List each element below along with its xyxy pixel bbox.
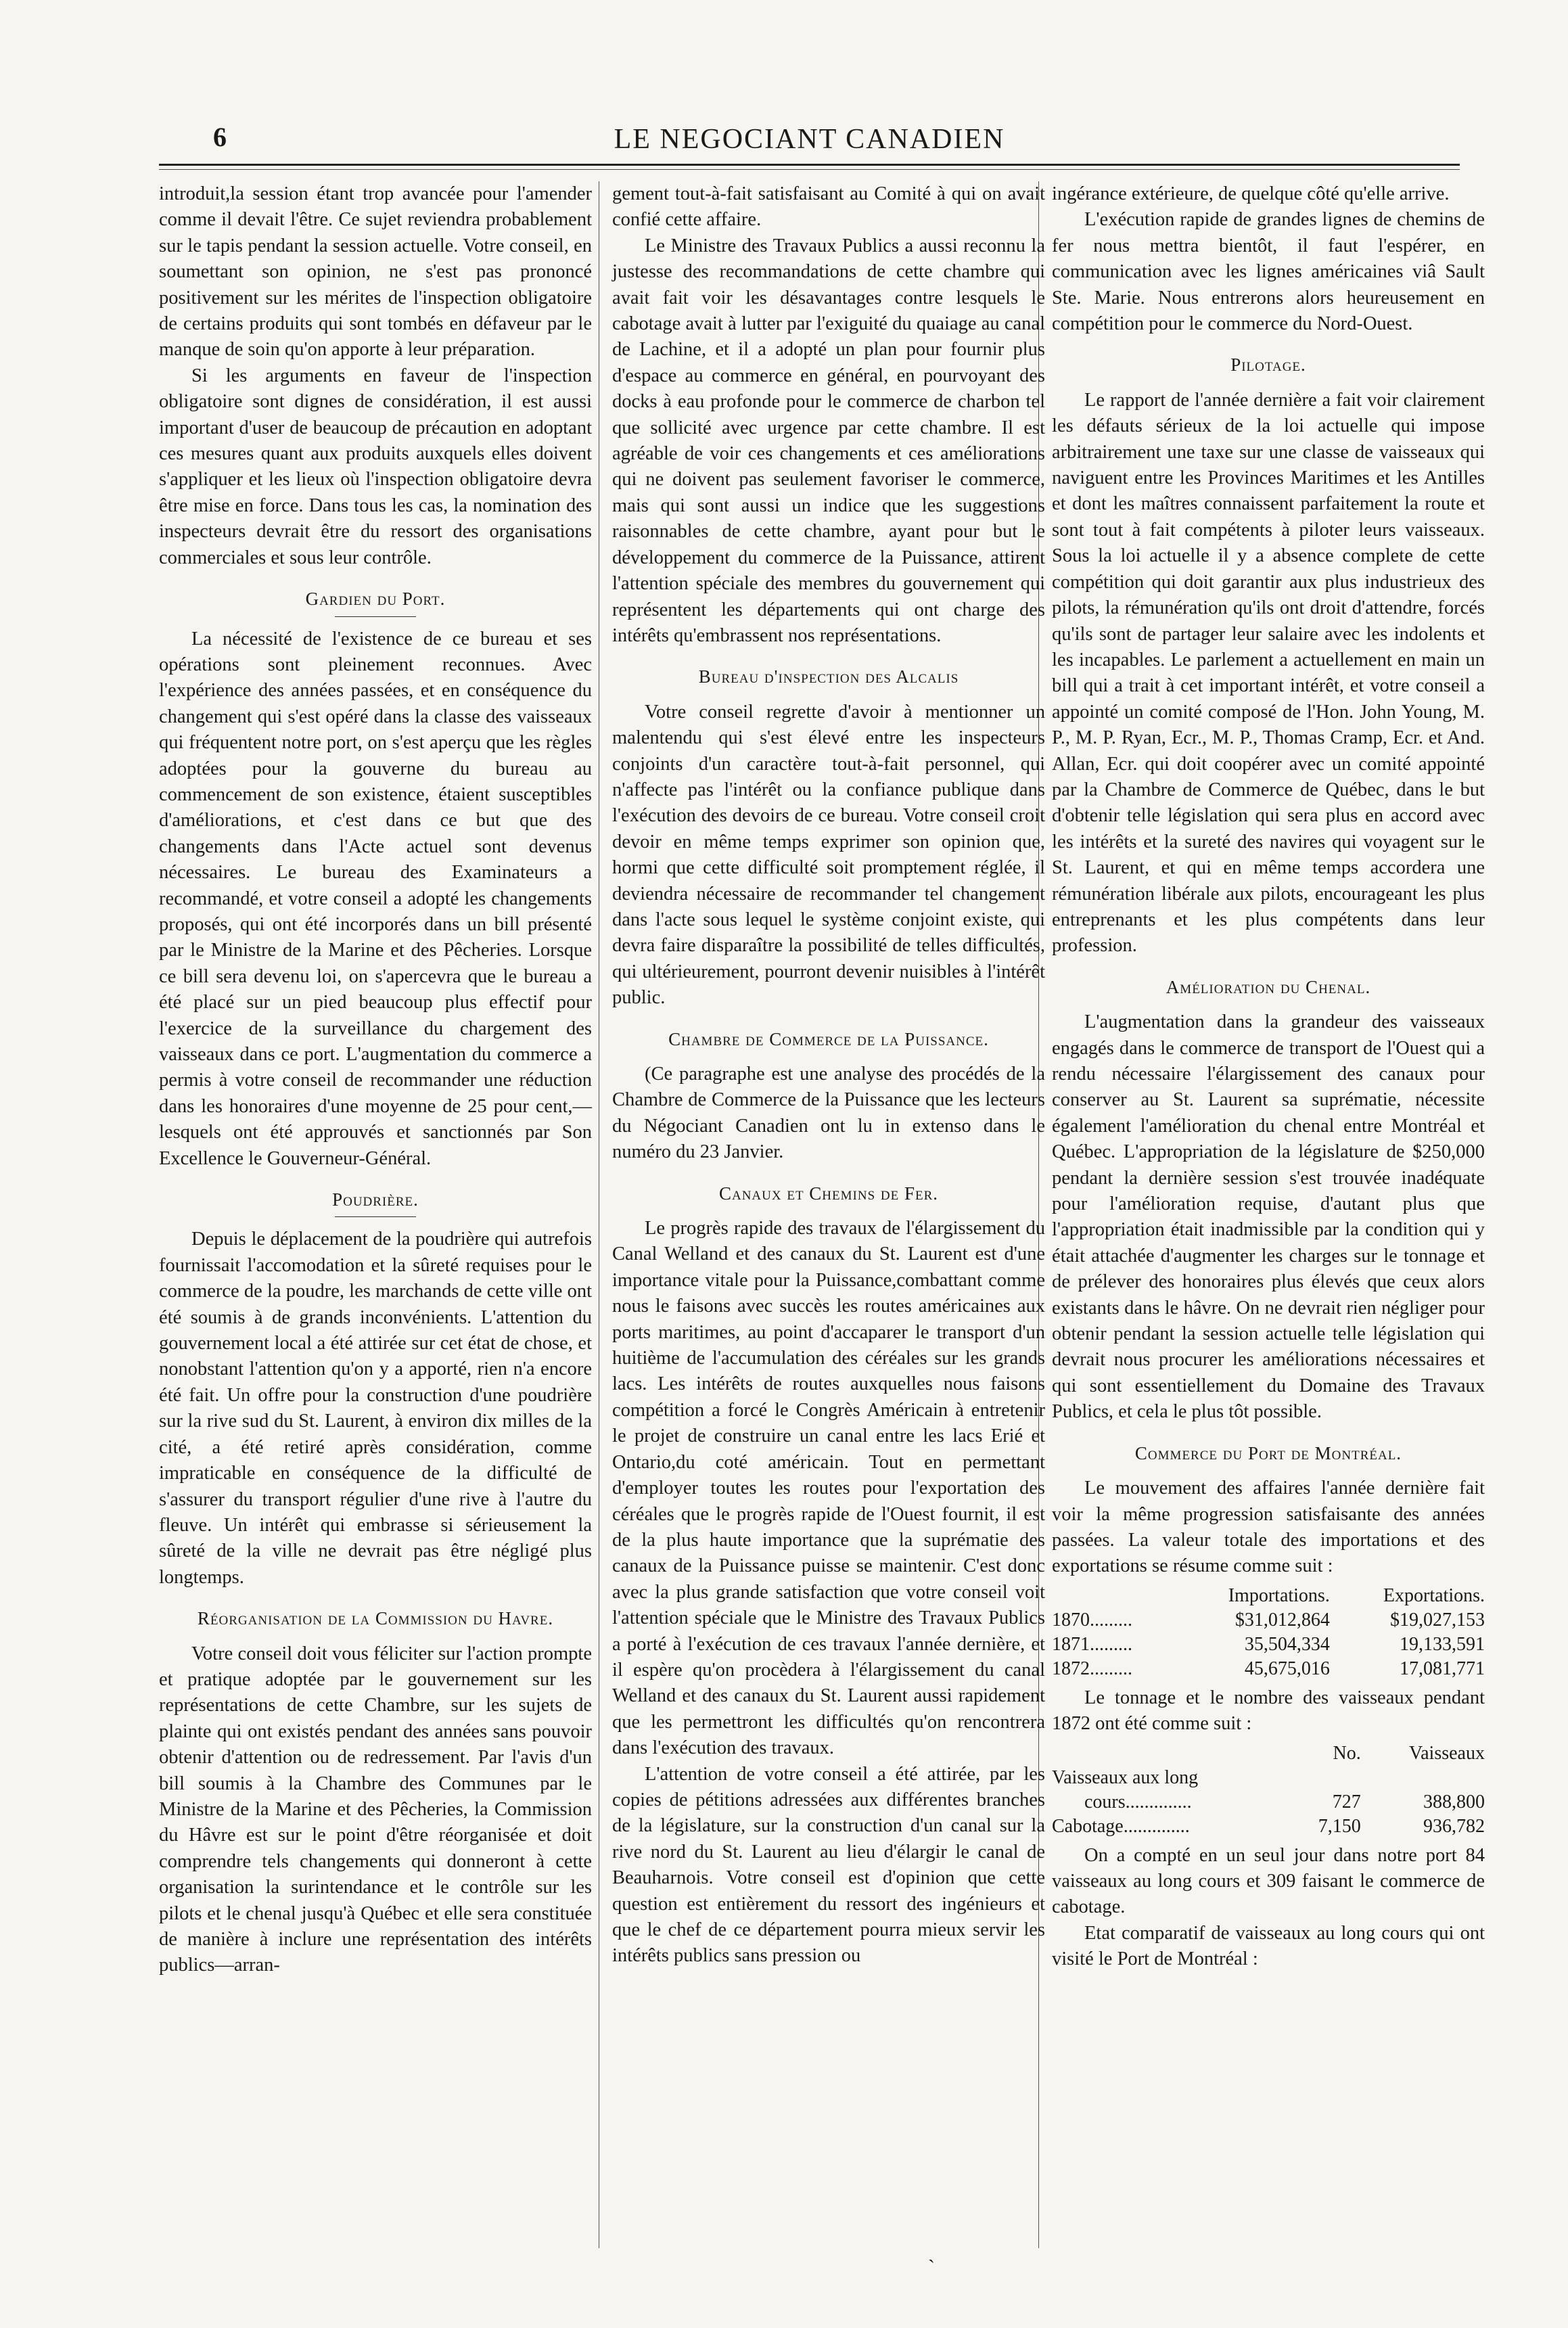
column-header: No. bbox=[1333, 1742, 1361, 1764]
paragraph: Si les arguments en faveur de l'inspection obligatoire sont dignes de considération, il est aussi important d'user de beaucoup de précaution en adoptant ces mesures quant aux produits auxquels elles doivent s'appliquer et les lieux où l'inspection obligatoire devra être mise en force. Dans tous les cas, la nomination des inspecteurs devrait être du ressort des organisations commerciales et sous leur contrôle. bbox=[159, 365, 592, 568]
table-cell: 19,133,591 bbox=[1400, 1633, 1485, 1655]
table-cell: 17,081,771 bbox=[1400, 1658, 1485, 1679]
section-heading bbox=[159, 586, 592, 616]
table-cell: 1872......... bbox=[1052, 1658, 1132, 1679]
section-heading bbox=[1052, 1440, 1485, 1466]
section-heading-text: Poudrière. bbox=[332, 1189, 419, 1210]
table-cell: $31,012,864 bbox=[1235, 1609, 1330, 1630]
section-heading bbox=[159, 1187, 592, 1217]
table-row bbox=[1052, 1815, 1485, 1839]
section-heading-text: Réorganisation de la Commission du Havre. bbox=[197, 1608, 554, 1629]
section-heading bbox=[612, 1181, 1045, 1206]
paragraph: (Ce paragraphe est une analyse des procédés de la Chambre de Commerce de la Puissance que les lecteurs du Négociant Canadien ont lu in extenso dans le numéro du 23 Janvier. bbox=[612, 1064, 1045, 1163]
header-rule-thin bbox=[159, 169, 1460, 170]
paragraph: On a compté en un seul jour dans notre port 84 vaisseaux au long cours et 309 faisant le commerce de cabotage. bbox=[1052, 1844, 1485, 1918]
table-cell: 35,504,334 bbox=[1244, 1633, 1330, 1655]
paragraph: Depuis le déplacement de la poudrière qui autrefois fournissait l'accomodation et la sûreté requises pour le commerce de la poudre, les marchands de cette ville ont été soumis à de grands inconvénients. L'attention du gouvernement local a été attirée sur cet état de chose, et nonobstant l'attention qu'on y a apporté, rien n'a encore été fait. Un offre pour la construction d'une poudrière sur la rive sud du St. Laurent, à environ dix milles de la cité, a été retiré après considération, comme impraticable en conséquence de la difficulté de s'assurer du transport régulier d'une rive à l'autre du fleuve. Un intérêt qui embrasse si sérieusement la sûreté de la ville ne devrait pas être négligé plus longtemps. bbox=[159, 1229, 592, 1588]
section-heading-text: Chambre de Commerce de la Puissance. bbox=[668, 1028, 989, 1049]
section-heading bbox=[612, 664, 1045, 689]
column-middle bbox=[612, 181, 1045, 1969]
running-header bbox=[159, 108, 1460, 156]
table-cell: 1871......... bbox=[1052, 1633, 1132, 1655]
table-cell: cours.............. bbox=[1084, 1791, 1192, 1812]
paragraph: Votre conseil regrette d'avoir à mentionner un malentendu qui s'est élevé entre les inspecteurs conjoints d'un caractère tout-à-fait personnel, qui n'affecte pas l'intérêt ou la confiance publique dans l'exécution des devoirs de ce bureau. Votre conseil croit devoir en même temps exprimer son opinion que, hormi que cette difficulté soit promptement réglée, il deviendra nécessaire de recommander tel changement dans l'acte sous lequel le système conjoint existe, qui devra faire disparaître la possibilité de telles difficultés, qui ultérieurement, pourront devenir nuisibles à l'intérêt public. bbox=[612, 701, 1045, 1009]
table-cell: Cabotage.............. bbox=[1052, 1815, 1190, 1837]
section-heading bbox=[1052, 352, 1485, 378]
print-mark: ˏ bbox=[928, 2241, 935, 2263]
page-number: 6 bbox=[213, 122, 227, 152]
table-header-row bbox=[1052, 1741, 1485, 1766]
section-heading-text: Amélioration du Chenal. bbox=[1166, 976, 1371, 997]
paragraph: Le progrès rapide des travaux de l'élargissement du Canal Welland et des canaux du St. Laurent est d'une importance vitale pour la Puissance,combattant comme nous le faisons avec succès les routes américaines aux ports maritimes, au point d'accaparer le transport d'un huitième de l'accumulation des céréales sur les grands lacs. Les intérêts de routes auxquelles nous faisons compétition a forcé le Congrès Américain à entretenir le projet de construire un canal entre les lacs Erié et Ontario,du coté américain. Tout en permettant d'employer toutes les routes pour l'exportation des céréales que le progrès rapide de l'Ouest fournit, il est de la plus haute importance que la suprématie des canaux de la Puissance puisse se maintenir. C'est donc avec la plus grande satisfaction que votre conseil voit l'attention spéciale que le Ministre des Travaux Publics a porté à l'exécution de ces travaux l'année dernière, et il espère qu'on procèdera à l'élargissement du canal Welland et des canaux du St. Laurent aussi rapidement que les permettront les difficultés qu'on rencontrera dans l'exécution des travaux. bbox=[612, 1218, 1045, 1759]
column-header: Vaisseaux bbox=[1409, 1742, 1485, 1764]
section-heading bbox=[159, 1605, 592, 1631]
section-heading-text: Gardien du Port. bbox=[305, 589, 446, 610]
trade-table bbox=[1052, 1584, 1485, 1681]
paragraph: introduit,la session étant trop avancée pour l'amender comme il devait l'être. Ce sujet reviendra probablement sur le tapis pendant la session actuelle. Votre conseil, en soumettant son opinion, ne s'est pas prononcé positivement sur les mérites de l'inspection obligatoire de certains produits qui sont tombés en défaveur par le manque de soin qu'on apporte à leur préparation. bbox=[159, 183, 592, 361]
heading-rule bbox=[335, 1216, 416, 1217]
tonnage-table bbox=[1052, 1741, 1485, 1839]
paragraph: La nécessité de l'existence de ce bureau et ses opérations sont pleinement reconnues. Avec l'expérience des années passées, et en conséquence du changement qui s'est opéré dans la classe des vaisseaux qui fréquentent notre port, on s'est aperçu que les règles adoptées pour la gouverne du bureau au commencement de son existence, étaient susceptibles d'améliorations, et c'est dans ce but que des changements dans l'Acte actuel sont devenus nécessaires. Le bureau des Examinateurs a recommandé, et votre conseil a adopté les changements proposés, qui ont été incorporés dans un bill présenté par le Ministre de la Marine et des Pêcheries. Lorsque ce bill sera devenu loi, on s'apercevra que le bureau a été placé sur un pied beaucoup plus effectif pour l'exercice de la surveillance du chargement des vaisseaux dans ce port. L'augmentation du commerce a permis à votre conseil de recommander une réduction dans les honoraires d'une moyenne de 25 pour cent,—lesquels ont été approuvés et sanctionnés par Son Excellence le Gouverneur-Général. bbox=[159, 628, 592, 1169]
table-cell: 7,150 bbox=[1318, 1815, 1361, 1837]
table-cell: 936,782 bbox=[1423, 1815, 1485, 1837]
section-heading-text: Bureau d'inspection des Alcalis bbox=[698, 666, 959, 687]
table-cell: 727 bbox=[1332, 1791, 1361, 1812]
table-cell: 388,800 bbox=[1423, 1791, 1485, 1812]
column-right bbox=[1052, 181, 1485, 1973]
table-row bbox=[1052, 1608, 1485, 1633]
heading-rule bbox=[335, 616, 416, 617]
paragraph: Etat comparatif de vaisseaux au long cours qui ont visité le Port de Montréal : bbox=[1052, 1922, 1485, 1970]
column-left bbox=[159, 181, 592, 1979]
paragraph: Le Ministre des Travaux Publics a aussi reconnu la justesse des recommandations de cette chambre qui avait fait voir les désavantages contre lesquels le cabotage avait à lutter par l'exiguité du quaiage au canal de Lachine, et il a adopté un plan pour fournir plus d'espace au commerce en général, en pourvoyant des docks à eau profonde pour le commerce de charbon tel que sollicité avec urgence par cette chambre. Il est agréable de voir ces changements et ces améliorations qui ne doivent pas seulement favoriser le commerce, mais qui sont aussi un indice que les suggestions raisonnables de cette chambre, ayant pour but le développement du commerce de la Puissance, attirent l'attention spéciale des membres du gouvernement qui représentent les départements qui ont charge des intérêts qu'embrassent nos représentations. bbox=[612, 235, 1045, 646]
table-row bbox=[1052, 1766, 1485, 1790]
section-heading-text: Canaux et Chemins de Fer. bbox=[718, 1183, 939, 1204]
paragraph: Le rapport de l'année dernière a fait voir clairement les défauts sérieux de la loi actuelle qui impose arbitrairement une taxe sur une classe de vaisseaux qui naviguent entre les Provinces Maritimes et les Antilles et dont les maîtres connaissent parfaitement la route et sont tout à fait compétents à piloter leurs vaisseaux. Sous la loi actuelle il y a absence complete de cette compétition qui doit garantir aux plus industrieux des pilots, la rémunération qu'ils ont droit d'attendre, forcés qu'ils sont de partager leur salaire avec les indolents et les incapables. Le parlement a actuellement en main un bill qui a trait à cet important intérêt, et votre conseil a appointé un comité composé de l'Hon. John Young, M. P., M. P. Ryan, Ecr., M. P., Thomas Cramp, Ecr. et And. Allan, Ecr. qui doit coopérer avec un comité appointé par la Chambre de Commerce de Québec, dans le but d'obtenir telle législation qui sera plus en accord avec les intérêts et la sureté des navires qui voyagent sur le St. Laurent, et qui en même temps accordera une rémunération libérale aux pilots, encourageant les plus entreprenants et les plus compétents dans leur profession. bbox=[1052, 389, 1485, 957]
table-cell: 45,675,016 bbox=[1244, 1658, 1330, 1679]
table-cell: Vaisseaux aux long bbox=[1052, 1766, 1199, 1788]
table-header-row bbox=[1052, 1584, 1485, 1608]
section-heading bbox=[1052, 974, 1485, 1000]
section-heading bbox=[612, 1026, 1045, 1052]
paragraph: L'attention de votre conseil a été attirée, par les copies de pétitions adressées aux différentes branches de la législature, sur la construction d'un canal sur la rive nord du St. Laurent au lieu d'élargir le canal de Beauharnois. Votre conseil est d'opinion que cette question est entièrement du ressort des ingénieurs et que le chef de ce département pourra mieux servir les intérêts publics sans pression ou bbox=[612, 1763, 1045, 1967]
paragraph: Votre conseil doit vous féliciter sur l'action prompte et pratique adoptée par le gouvernement sur les représentations de cette Chambre, sur les sujets de plainte qui ont existés pendant des années sans pouvoir obtenir d'attention ou de redressement. Par l'avis d'un bill soumis à la Chambre des Communes par le Ministre de la Marine et des Pêcheries, la Commission du Hâvre est sur le point d'être réorganisée et doit comprendre tels changements qui donneront à cette organisation la surintendance et le contrôle sur les pilots et le chenal jusqu'à Québec et elle sera constituée de manière à inclure une représentation des intérêts publics—arran- bbox=[159, 1643, 592, 1976]
paragraph: Le mouvement des affaires l'année dernière fait voir la même progression satisfaisante des années passées. La valeur totale des importations et des exportations se résume comme suit : bbox=[1052, 1478, 1485, 1577]
table-row bbox=[1052, 1790, 1485, 1815]
table-cell: 1870......... bbox=[1052, 1609, 1132, 1630]
paragraph: Le tonnage et le nombre des vaisseaux pendant 1872 ont été comme suit : bbox=[1052, 1687, 1485, 1735]
newspaper-title: LE NEGOCIANT CANADIEN bbox=[614, 124, 1005, 155]
paragraph: ingérance extérieure, de quelque côté qu'elle arrive. bbox=[1052, 183, 1450, 204]
header-rule bbox=[159, 164, 1460, 166]
table-row bbox=[1052, 1633, 1485, 1657]
table-row bbox=[1052, 1657, 1485, 1681]
paragraph: L'exécution rapide de grandes lignes de chemins de fer nous mettra bientôt, il faut l'espérer, en communication avec les lignes américaines viâ Sault Ste. Marie. Nous entrerons alors heureusement en compétition pour le commerce du Nord-Ouest. bbox=[1052, 209, 1485, 335]
paragraph: gement tout-à-fait satisfaisant au Comité à qui on avait confié cette affaire. bbox=[612, 183, 1045, 231]
section-heading-text: Pilotage. bbox=[1230, 355, 1306, 375]
table-cell: $19,027,153 bbox=[1390, 1609, 1485, 1630]
column-header: Importations. bbox=[1228, 1584, 1330, 1606]
section-heading-text: Commerce du Port de Montréal. bbox=[1134, 1442, 1402, 1463]
paragraph: L'augmentation dans la grandeur des vaisseaux engagés dans le commerce de transport de l'Ouest qui a rendu nécessaire l'élargissement des canaux pour conserver au St. Laurent sa suprématie, nécessite également l'amélioration du chenal entre Montréal et Québec. L'appropriation de la législature de $250,000 pendant la dernière session s'est trouvée inadéquate pour l'amélioration requise, d'autant plus que l'appropriation était inadmissible par la condition qui y était attachée d'augmenter les charges sur le tonnage et de prélever des honoraires plus élevés que ceux alors existants dans le hâvre. On ne devrait rien négliger pour obtenir pendant la session actuelle telle législation qui devrait nous procurer les améliorations nécessaires et qui sont essentiellement du Domaine des Travaux Publics, et cela le plus tôt possible. bbox=[1052, 1011, 1485, 1423]
column-header: Exportations. bbox=[1383, 1584, 1485, 1606]
